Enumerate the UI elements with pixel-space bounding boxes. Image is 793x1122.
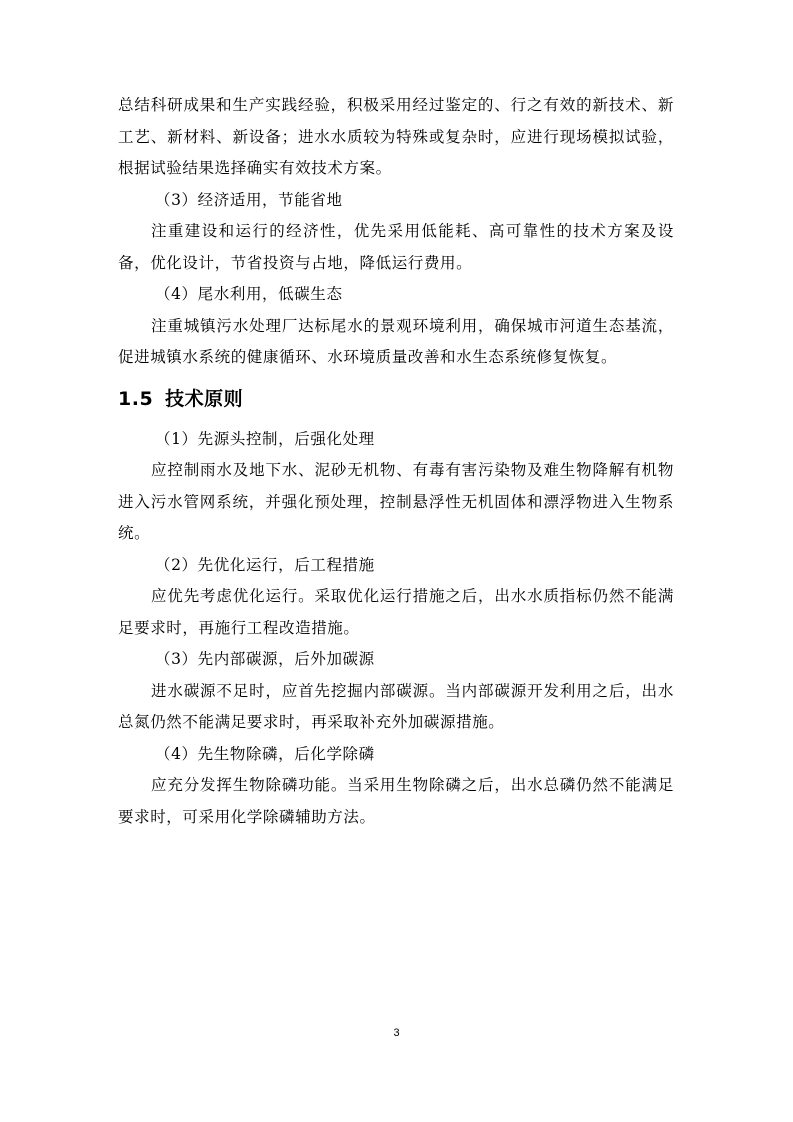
intro-paragraph: 总结科研成果和生产实践经验，积极采用经过鉴定的、行之有效的新技术、新工艺、新材料、新设备；进水水质较为特殊或复杂时，应进行现场模拟试验，根据试验结果选择确实有效技术方案。 [118,96,674,177]
section-heading [118,374,674,424]
principle-4-body: 应充分发挥生物除磷功能。当采用生物除磷之后，出水总磷仍然不能满足要求时，可采用化学除磷辅助方法。 [118,776,674,826]
principle-3-title: （3）先内部碳源，后外加碳源 [155,650,375,668]
page-number: 3 [393,1027,400,1039]
section-title: 技术原则 [165,387,244,410]
principle-2-body: 应优先考虑优化运行。采取优化运行措施之后，出水水质指标仍然不能满足要求时，再施行工程改造措施。 [118,587,674,637]
principle-3-body: 进水碳源不足时，应首先挖掘内部碳源。当内部碳源开发利用之后，出水总氮仍然不能满足要求时，再采取补充外加碳源措施。 [118,681,674,731]
section-number: 1.5 [118,387,154,410]
item-3-body: 注重建设和运行的经济性，优先采用低能耗、高可靠性的技术方案及设备，优化设计，节省投资与占地，降低运行费用。 [118,222,674,272]
principle-4-title: （4）先生物除磷，后化学除磷 [155,744,375,763]
document-body [118,90,674,833]
item-4-body: 注重城镇污水处理厂达标尾水的景观环境利用，确保城市河道生态基流，促进城镇水系统的健康循环、水环境质量改善和水生态系统修复恢复。 [118,316,674,366]
principle-1-body: 应控制雨水及地下水、泥砂无机物、有毒有害污染物及难生物降解有机物进入污水管网系统，并强化预处理，控制悬浮性无机固体和漂浮物进入生物系统。 [118,461,674,542]
principle-1-title: （1）先源头控制，后强化处理 [155,429,375,448]
principle-2-title: （2）先优化运行，后工程措施 [155,555,375,574]
item-4-title: （4）尾水利用，低碳生态 [155,285,343,303]
item-3-title: （3）经济适用，节能省地 [155,190,343,209]
